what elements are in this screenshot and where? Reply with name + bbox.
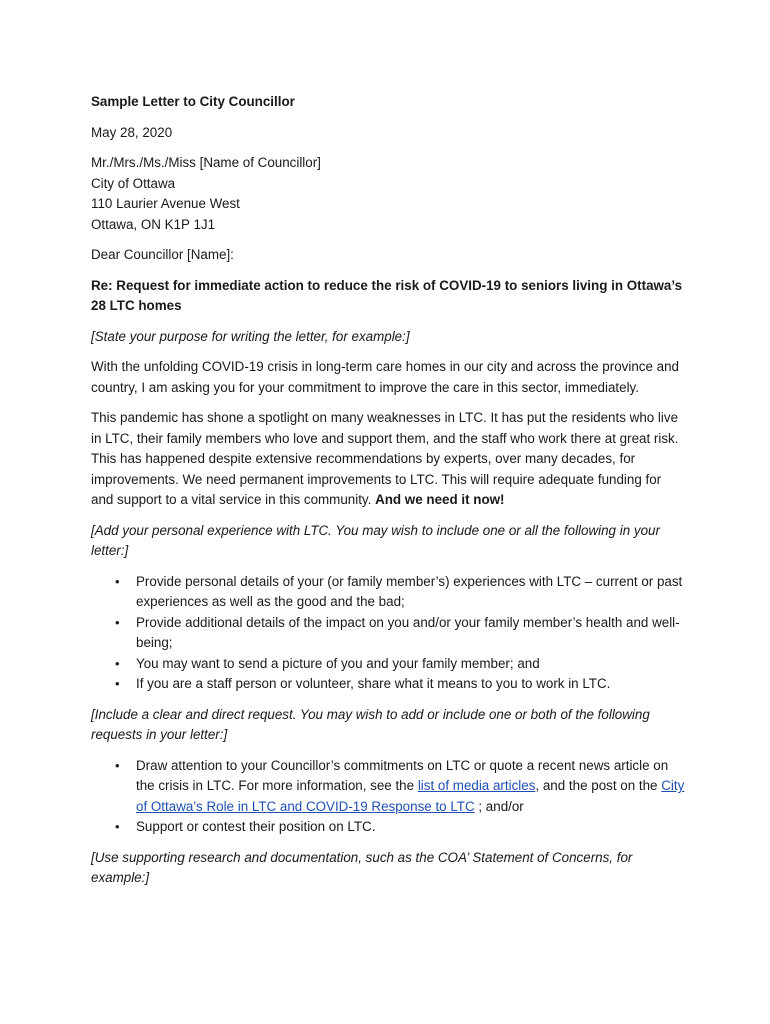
research-instruction: [Use supporting research and documentation, such as the COA’ Statement of Concerns, for example:] <box>91 849 633 885</box>
address-line-postal: Ottawa, ON K1P 1J1 <box>91 216 216 232</box>
paragraph-pandemic-emphasis: And we need it now! <box>375 492 505 507</box>
bullet-icon: • <box>115 573 120 589</box>
bullet-icon: • <box>115 676 120 691</box>
letter-page <box>91 92 685 899</box>
request-list <box>91 756 685 838</box>
salutation: Dear Councillor [Name]: <box>91 247 234 262</box>
city-role-ltc-link[interactable]: City of Ottawa’s Role in LTC and COVID-19 Response to LTC <box>136 778 685 814</box>
bullet-icon: • <box>115 655 120 671</box>
experience-list <box>91 572 685 695</box>
letter-title: Sample Letter to City Councillor <box>91 94 295 109</box>
list-item: • You may want to send a picture of you and your family member; and <box>136 654 685 675</box>
list-item: • Support or contest their position on LTC. <box>136 817 685 838</box>
media-articles-link[interactable]: list of media articles <box>417 778 536 793</box>
paragraph-crisis: With the unfolding COVID-19 crisis in long-term care homes in our city and across the province and country, I am asking you for your commitment to improve the care in this sector, immediately. <box>91 359 679 395</box>
recipient-address <box>91 153 685 235</box>
list-item: • Provide personal details of your (or family member’s) experiences with LTC – current or past experiences as well as the good and the bad; <box>115 573 683 609</box>
purpose-instruction: [State your purpose for writing the letter, for example:] <box>91 328 410 344</box>
address-line-name: Mr./Mrs./Ms./Miss [Name of Councillor] <box>91 155 321 170</box>
bullet-icon: • <box>115 757 120 773</box>
list-item: • Draw attention to your Councillor’s commitments on LTC or quote a recent news article on the crisis in LTC. For more information, see the list of media articles, and the post on the City of Ottawa’s Role in LTC and COVID-19 Response to LTC ; and/or <box>115 757 685 814</box>
experience-instruction: [Add your personal experience with LTC. You may wish to include one or all the following in your letter:] <box>91 522 660 558</box>
address-line-city: City of Ottawa <box>91 175 176 191</box>
address-line-street: 110 Laurier Avenue West <box>91 196 240 211</box>
subject-line: Re: Request for immediate action to reduce the risk of COVID-19 to seniors living in Ottawa’s 28 LTC homes <box>91 277 683 313</box>
letter-date: May 28, 2020 <box>91 124 173 140</box>
list-item: • If you are a staff person or volunteer, share what it means to you to work in LTC. <box>136 674 685 695</box>
list-item: • Provide additional details of the impact on you and/or your family member’s health and well-being; <box>115 614 680 650</box>
bullet-icon: • <box>115 614 120 630</box>
paragraph-pandemic <box>91 408 685 511</box>
paragraph-pandemic-text: This pandemic has shone a spotlight on many weaknesses in LTC. It has put the residents who live in LTC, their family members who love and support them, and the staff who work there at great risk. This has happened despite extensive recommendations by experts, over many decades, for improvements. We need permanent improvements to LTC. This will require adequate funding for and support to a vital service in this community. <box>91 410 679 507</box>
bullet-icon: • <box>115 819 120 834</box>
request-instruction: [Include a clear and direct request. You may wish to add or include one or both of the following requests in your letter:] <box>91 706 650 742</box>
